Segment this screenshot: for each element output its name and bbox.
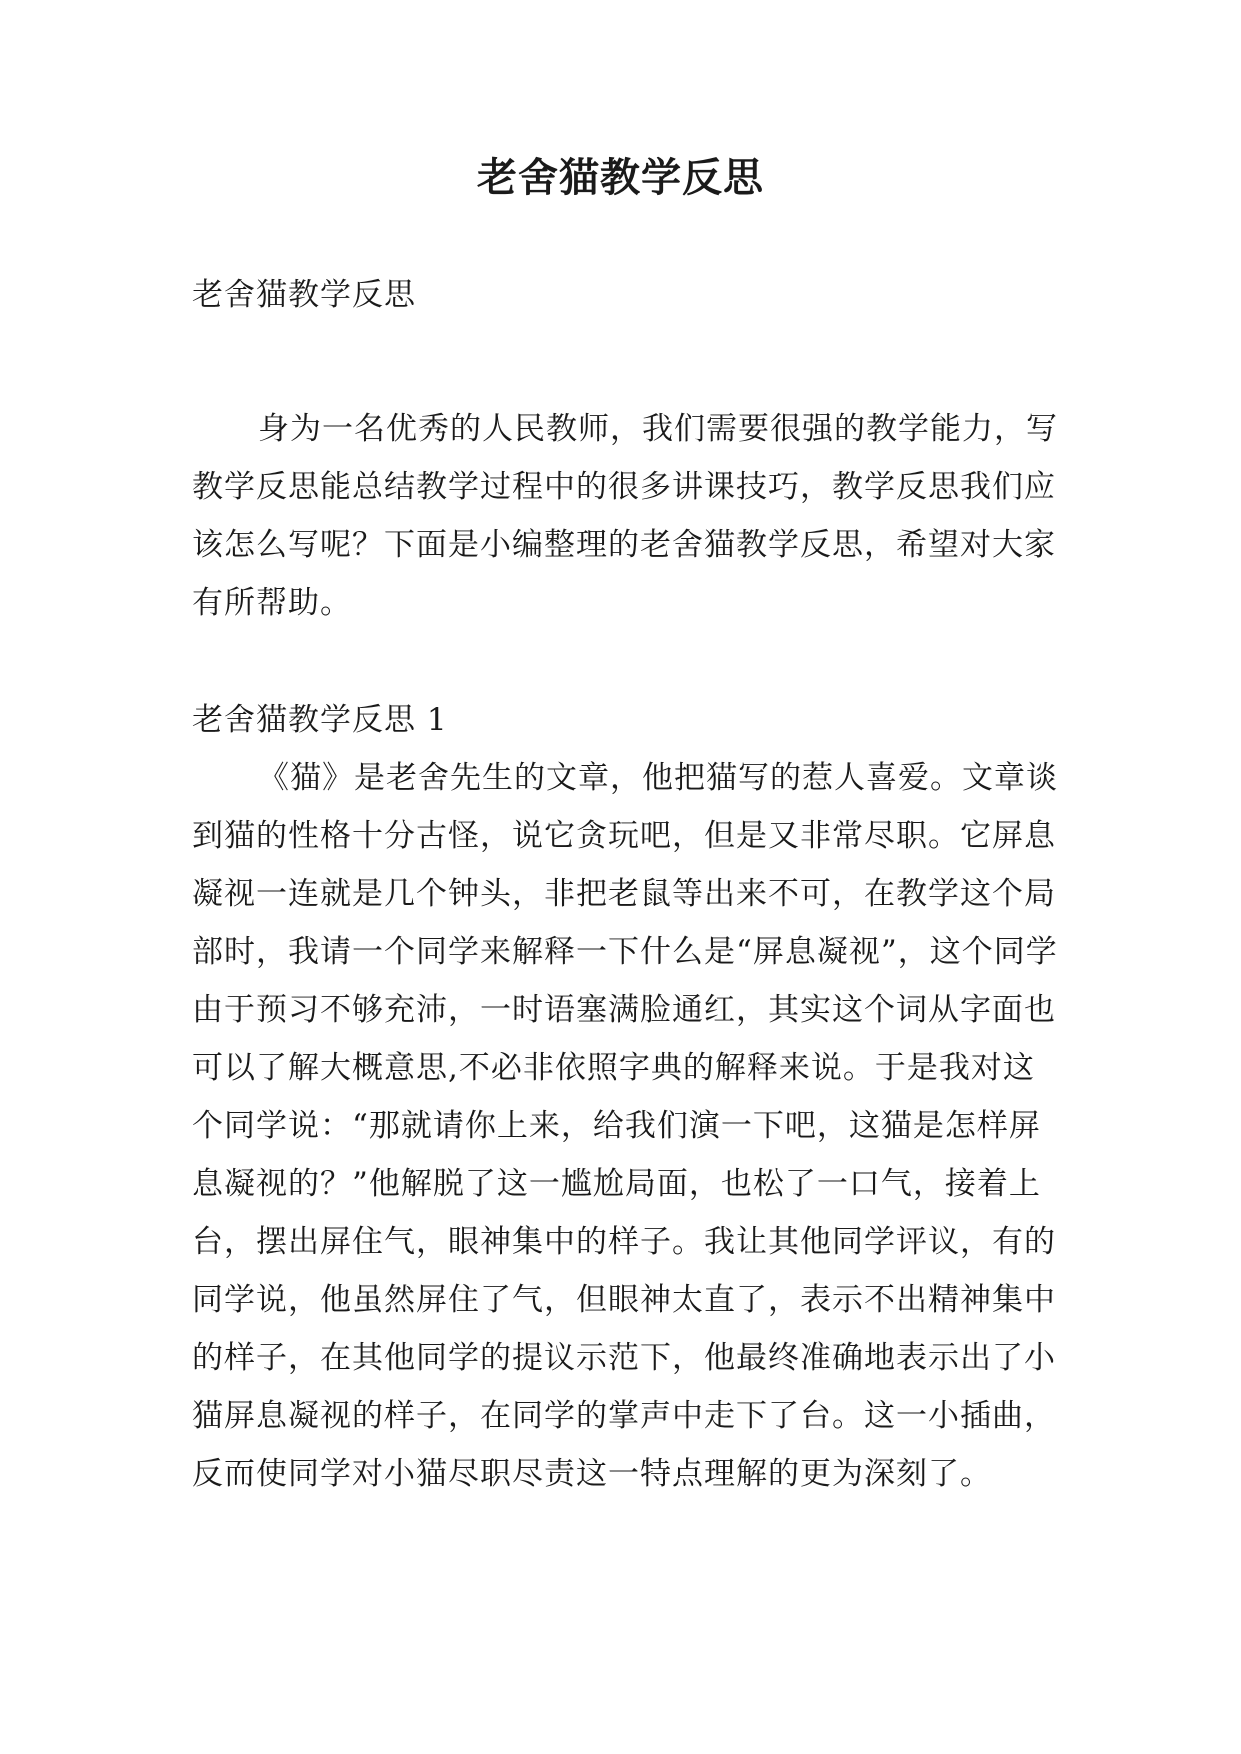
- page-title: 老舍猫教学反思: [477, 155, 764, 201]
- section-body-paragraph: 《猫》是老舍先生的文章，他把猫写的惹人喜爱。文章谈到猫的性格十分古怪，说它贪玩吧，但是又非常尽职。它屏息凝视一连就是几个钟头，非把老鼠等出来不可，在教学这个局部时，我请一个同学来解释一下什么是“屏息凝视”，这个同学由于预习不够充沛，一时语塞满脸通红，其实这个词从字面也可以了解大概意思,不必非依照字典的解释来说。于是我对这个同学说：“那就请你上来，给我们演一下吧，这猫是怎样屏息凝视的？”他解脱了这一尴尬局面，也松了一口气，接着上台，摆出屏住气，眼神集中的样子。我让其他同学评议，有的同学说，他虽然屏住了气，但眼神太直了，表示不出精神集中的样子，在其他同学的提议示范下，他最终准确地表示出了小猫屏息凝视的样子，在同学的掌声中走下了台。这一小插曲，反而使同学对小猫尽职尽责这一特点理解的更为深刻了。: [192, 760, 1058, 1492]
- document-subtitle: 老舍猫教学反思: [192, 277, 416, 313]
- intro-paragraph: 身为一名优秀的人民教师，我们需要很强的教学能力，写教学反思能总结教学过程中的很多讲课技巧，教学反思我们应该怎么写呢？下面是小编整理的老舍猫教学反思，希望对大家有所帮助。: [192, 411, 1058, 621]
- section-heading: 老舍猫教学反思 1: [192, 702, 448, 738]
